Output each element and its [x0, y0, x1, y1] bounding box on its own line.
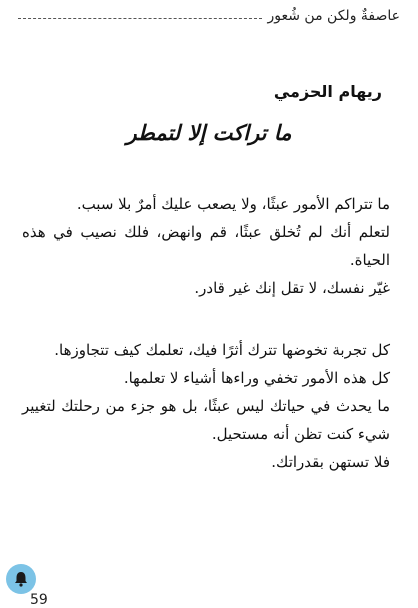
bell-icon: [12, 570, 30, 588]
paragraph: كل تجربة تخوضها تترك أثرًا فيك، تعلمك كيف تتجاوزها.: [54, 341, 390, 359]
chapter-title: ما تراكت إلا لتمطر: [126, 120, 292, 145]
paragraph: ما تتراكم الأمور عبثًا، ولا يصعب عليك أمرٌ بلا سبب.: [76, 195, 390, 213]
paragraph: غيّر نفسك، لا تقل إنك غير قادر.: [194, 279, 390, 297]
paragraph: كل هذه الأمور تخفي وراءها أشياء لا تعلمها.: [123, 369, 390, 387]
paragraph-gap: [22, 302, 390, 336]
app-badge[interactable]: [6, 564, 36, 594]
header-dashed-rule: [18, 18, 262, 19]
paragraph: لتعلم أنك لم تُخلق عبثًا، قم وانهض، فلك نصيب في هذه الحياة.: [22, 223, 390, 269]
running-header: [18, 6, 400, 26]
paragraph: فلا تستهن بقدراتك.: [271, 453, 390, 471]
paragraph: ما يحدث في حياتك ليس عبثًا، بل هو جزء من رحلتك لتغيير شيء كنت تظن أنه مستحيل.: [22, 397, 390, 443]
author-name: ريهام الحزمي: [273, 82, 382, 101]
running-title: عاصفةٌ ولكن من شُعور: [267, 8, 400, 24]
page-number: 59: [30, 592, 48, 608]
body-text: [22, 190, 390, 476]
